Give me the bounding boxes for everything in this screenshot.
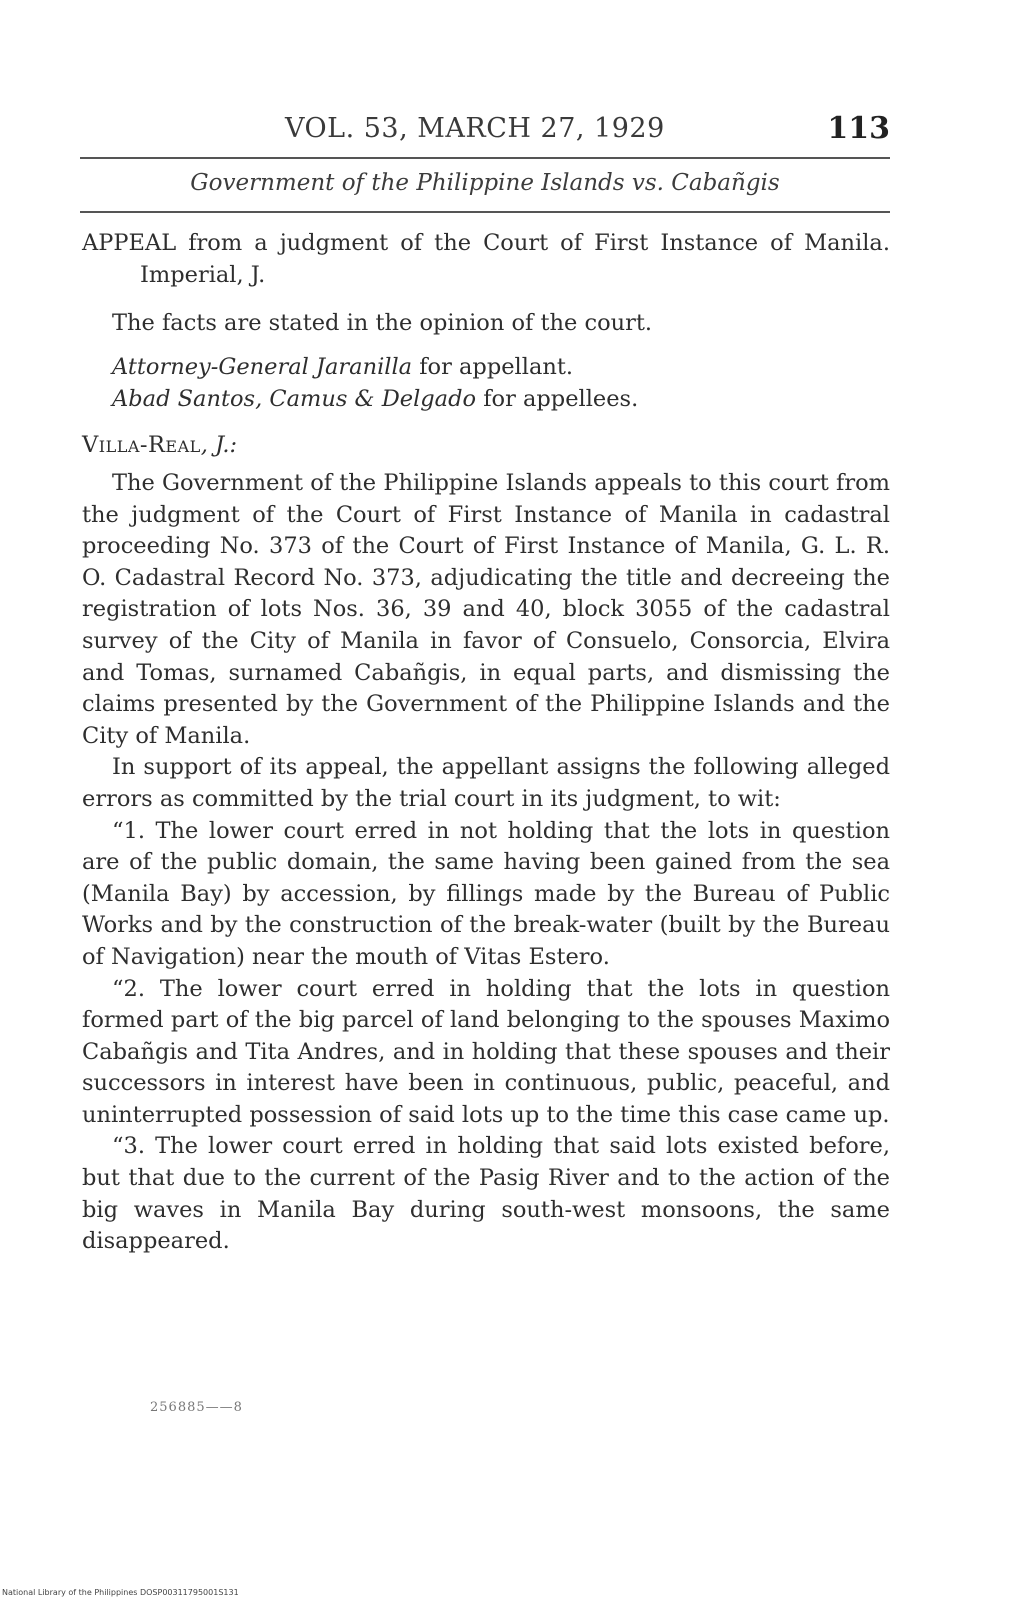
- opinion-body: [82, 468, 890, 1258]
- facts-statement: The facts are stated in the opinion of the court.: [112, 310, 653, 336]
- running-header: [80, 113, 890, 153]
- error-3: “3. The lower court erred in holding that said lots existed before, but that due to the current of the Pasig River and to the action of the big waves in Manila Bay during south-west monsoons, the same disappeared.: [82, 1133, 890, 1255]
- title-rule: [80, 211, 890, 213]
- page-number: 113: [827, 111, 890, 146]
- opinion-author: [82, 430, 890, 462]
- counsel-appellant-role: for appellant.: [412, 354, 574, 380]
- header-rule: [80, 157, 890, 159]
- scan-note: National Library of the Philippines DOSP00311795001S131: [2, 1588, 239, 1597]
- printer-code: 256885——8: [150, 1400, 243, 1415]
- volume-date: VOL. 53, MARCH 27, 1929: [285, 113, 665, 144]
- error-1: “1. The lower court erred in not holding that the lots in question are of the public domain, the same having been gained from the sea (Manila Bay) by accession, by fillings made by the Bureau of Public Works and by the construction of the break-water (built by the Bureau of Navigation) near the mouth of Vitas Estero.: [82, 817, 890, 970]
- appeal-statement: [82, 228, 890, 291]
- case-title: Government of the Philippine Islands vs. Cabañgis: [190, 170, 780, 196]
- counsel-appellees-name: Abad Santos, Camus & Delgado: [112, 385, 477, 412]
- counsel-block: [82, 352, 890, 415]
- facts-block: [82, 308, 890, 340]
- appeal-text: from a judgment of the Court of First Instance of Manila. Imperial, J.: [140, 230, 890, 288]
- error-2: “2. The lower court erred in holding that the lots in question formed part of the big parcel of land belonging to the spouses Maximo Cabañgis and Tita Andres, and in holding that these spouses and their successors in interest have been in continuous, public, peaceful, and uninterrupted possession of said lots up to the time this case came up.: [82, 975, 890, 1128]
- counsel-appellant: [82, 352, 890, 384]
- paragraph: In support of its appeal, the appellant assigns the following alleged errors as committed by the trial court in its judgment, to wit:: [82, 754, 890, 812]
- counsel-appellees: [82, 384, 890, 416]
- counsel-appellant-name: Attorney-General Jaranilla: [112, 354, 413, 380]
- author-suffix: , J.:: [200, 432, 238, 458]
- author-line: [82, 430, 890, 462]
- appeal-block: [82, 228, 890, 291]
- appeal-lead: APPEAL: [82, 230, 177, 256]
- author-name: Villa-Real: [82, 432, 201, 458]
- counsel-appellees-role: for appellees.: [476, 385, 639, 412]
- paragraph: The Government of the Philippine Islands appeals to this court from the judgment of the Court of First Instance of Manila in cadastral proceeding No. 373 of the Court of First Instance of Manila, G. L. R. O. Cadastral Record No. 373, adjudicating the title and decreeing the registration of lots Nos. 36, 39 and 40, block 3055 of the cadastral survey of the City of Manila in favor of Consuelo, Consorcia, Elvira and Tomas, surnamed Cabañgis, in equal parts, and dismissing the claims presented by the Government of the Philippine Islands and the City of Manila.: [82, 470, 890, 749]
